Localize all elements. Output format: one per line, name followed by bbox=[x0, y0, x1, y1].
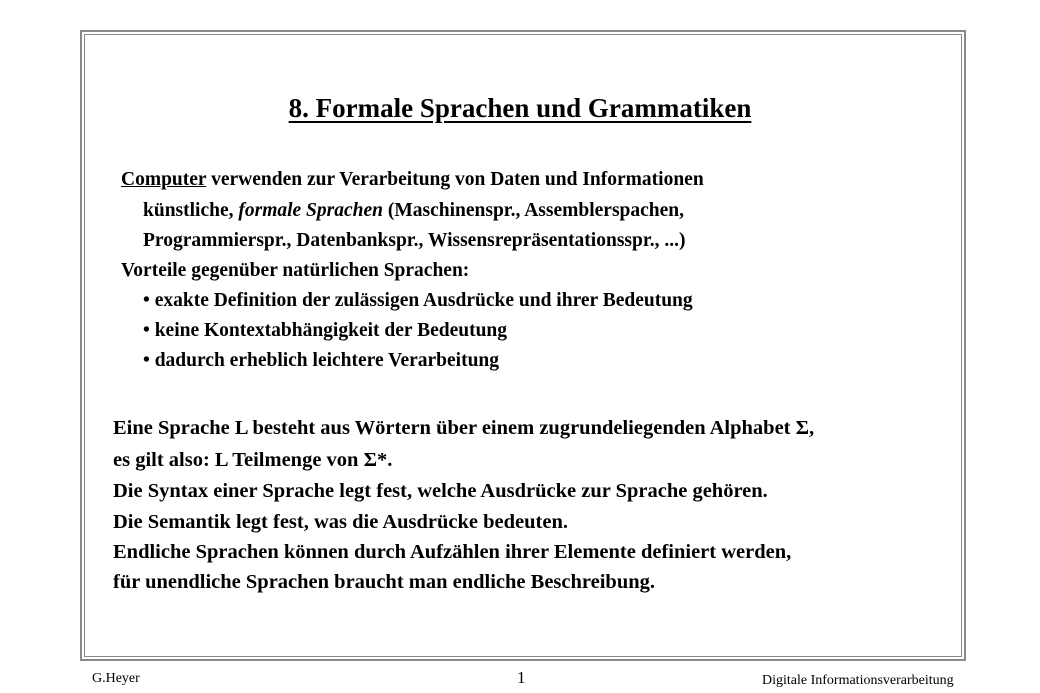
paragraph-line-2-pre: künstliche, bbox=[143, 200, 239, 221]
footer-course: Digitale Informationsverarbeitung bbox=[762, 673, 954, 688]
paragraph-line-2-post: (Maschinenspr., Assemblerspachen, bbox=[383, 200, 685, 221]
paragraph-line-1 bbox=[121, 167, 704, 193]
advantage-item-1: • exakte Definition der zulässigen Ausdrücke und ihrer Bedeutung bbox=[143, 290, 693, 311]
slide-title: 8. Formale Sprachen und Grammatiken bbox=[288, 93, 752, 123]
definition-line-5: Endliche Sprachen können durch Aufzählen ihrer Elemente definiert werden, bbox=[113, 541, 792, 563]
advantage-item-3: • dadurch erheblich leichtere Verarbeitung bbox=[143, 350, 500, 371]
subject-word: Computer bbox=[121, 169, 207, 190]
definition-line-3: Die Syntax einer Sprache legt fest, welche Ausdrücke zur Sprache gehören. bbox=[113, 480, 768, 502]
paragraph-line-1-rest: verwenden zur Verarbeitung von Daten und Informationen bbox=[206, 169, 704, 190]
footer-page-number: 1 bbox=[517, 668, 526, 687]
formal-languages-term: formale Sprachen bbox=[238, 200, 383, 221]
advantages-heading: Vorteile gegenüber natürlichen Sprachen: bbox=[121, 260, 470, 281]
definition-line-4: Die Semantik legt fest, was die Ausdrücke bedeuten. bbox=[113, 511, 568, 533]
paragraph-line-2 bbox=[143, 198, 684, 224]
footer-author: G.Heyer bbox=[92, 671, 140, 686]
definition-line-2: es gilt also: L Teilmenge von Σ*. bbox=[113, 449, 393, 471]
definition-line-6: für unendliche Sprachen braucht man endliche Beschreibung. bbox=[113, 571, 655, 593]
paragraph-line-3: Programmierspr., Datenbankspr., Wissensrepräsentationsspr., ...) bbox=[143, 230, 686, 251]
definition-line-1: Eine Sprache L besteht aus Wörtern über einem zugrundeliegenden Alphabet Σ, bbox=[113, 417, 815, 439]
advantage-item-2: • keine Kontextabhängigkeit der Bedeutung bbox=[143, 320, 508, 341]
